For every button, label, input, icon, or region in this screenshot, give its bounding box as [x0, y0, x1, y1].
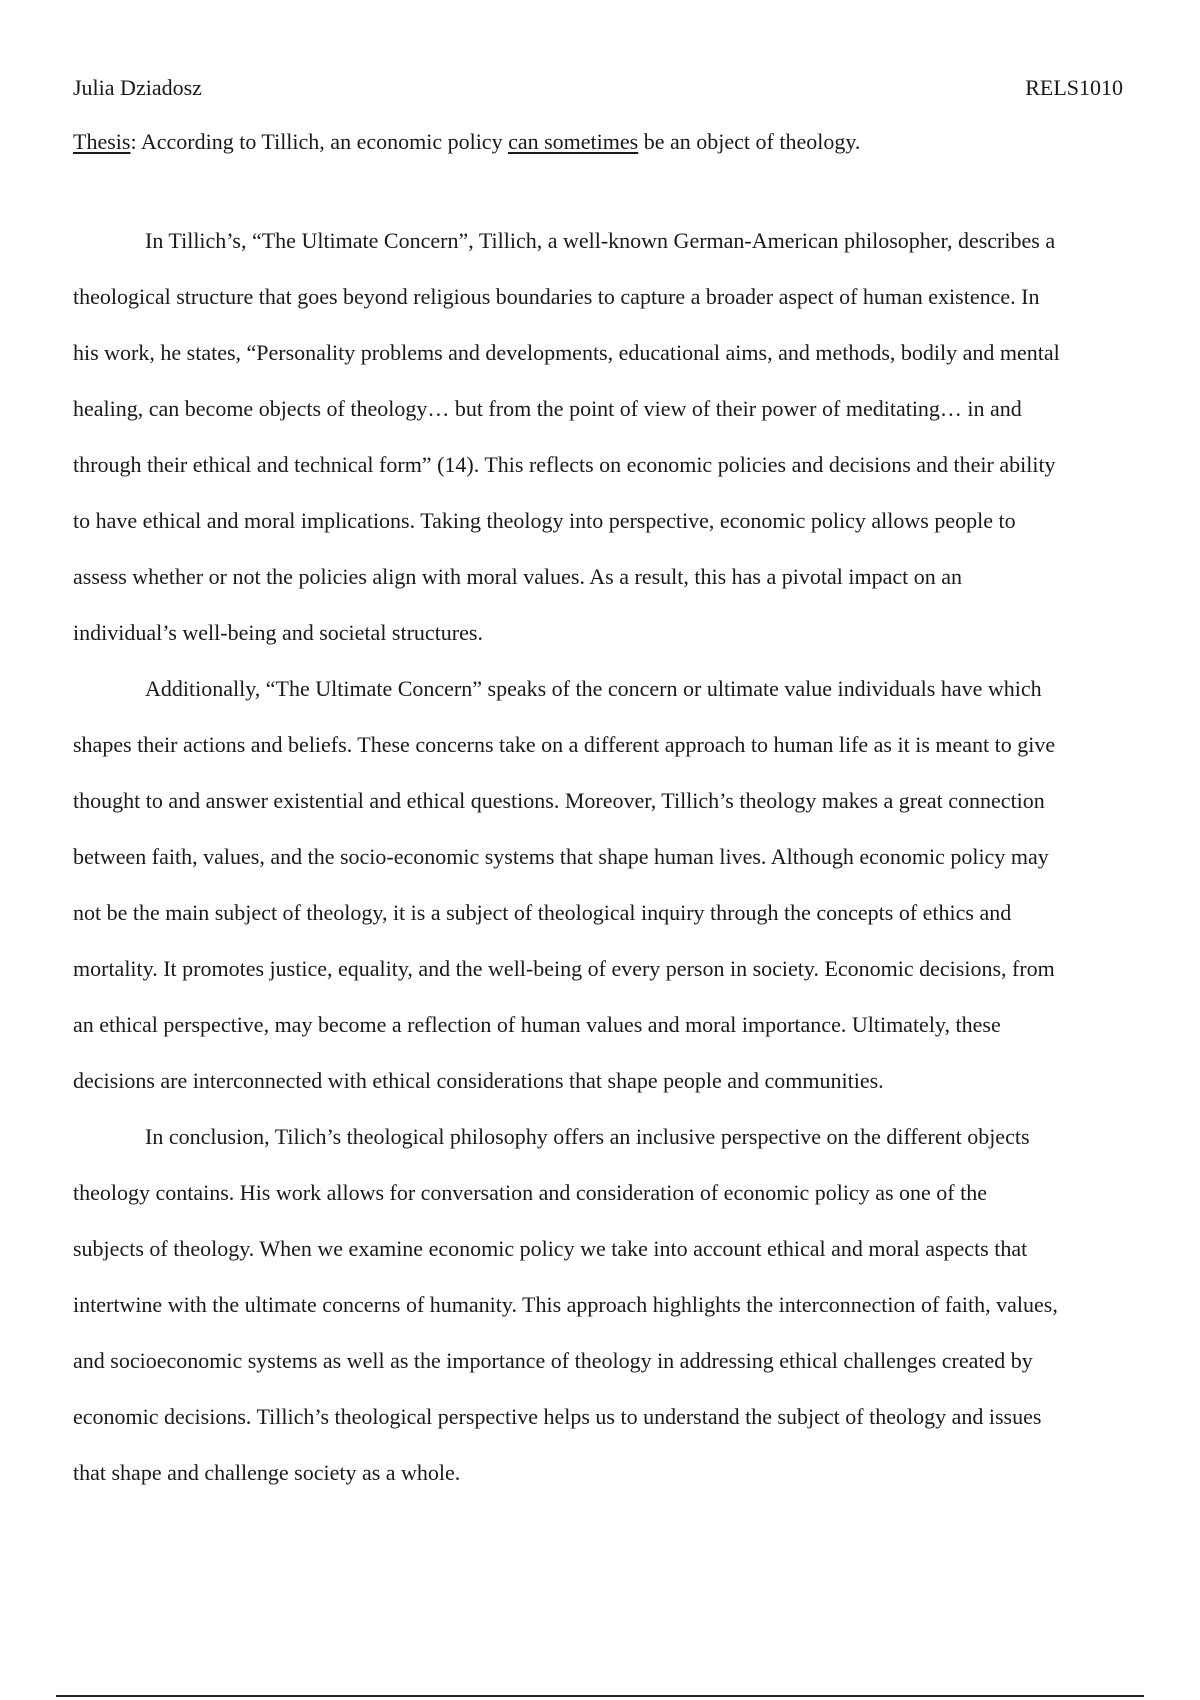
- essay-body: [73, 228, 1163, 1529]
- paragraph-3-line: intertwine with the ultimate concerns of humanity. This approach highlights the interconnection of faith, values,: [73, 1292, 1058, 1317]
- paragraph-2-line: Additionally, “The Ultimate Concern” speaks of the concern or ultimate value individuals have which: [145, 676, 1042, 701]
- thesis-statement: [73, 128, 1163, 156]
- paragraph-1-line: through their ethical and technical form” (14). This reflects on economic policies and decisions and their ability: [73, 452, 1056, 477]
- paragraph-1-line: individual’s well-being and societal structures.: [73, 620, 483, 645]
- paragraph-2-line: thought to and answer existential and ethical questions. Moreover, Tillich’s theology makes a great connection: [73, 788, 1045, 813]
- paragraph-1-line: theological structure that goes beyond religious boundaries to capture a broader aspect of human existence. In: [73, 284, 1040, 309]
- paragraph-1-line: In Tillich’s, “The Ultimate Concern”, Tillich, a well-known German-American philosopher, describes a: [145, 228, 1056, 253]
- thesis-text-after: be an object of theology.: [638, 129, 861, 154]
- paragraph-3-line: economic decisions. Tillich’s theological perspective helps us to understand the subject of theology and issues: [73, 1404, 1042, 1429]
- paragraph-3-line: theology contains. His work allows for conversation and consideration of economic policy as one of the: [73, 1180, 987, 1205]
- author-name: Julia Dziadosz: [73, 75, 202, 100]
- paragraph-2-line: mortality. It promotes justice, equality, and the well-being of every person in society. Economic decisions, from: [73, 956, 1055, 981]
- paragraph-3-line: In conclusion, Tilich’s theological philosophy offers an inclusive perspective on the different objects: [145, 1124, 1030, 1149]
- paragraph-1-line: his work, he states, “Personality problems and developments, educational aims, and methods, bodily and mental: [73, 340, 1060, 365]
- thesis-emphasis: can sometimes: [508, 129, 639, 154]
- course-code: RELS1010: [1025, 75, 1123, 100]
- paragraph-1-line: to have ethical and moral implications. Taking theology into perspective, economic policy allows people to: [73, 508, 1016, 533]
- paragraph-3-line: that shape and challenge society as a whole.: [73, 1460, 461, 1485]
- paragraph-2-line: not be the main subject of theology, it is a subject of theological inquiry through the concepts of ethics and: [73, 900, 1012, 925]
- page-bottom-divider: [56, 1695, 1144, 1697]
- paragraph-2-line: between faith, values, and the socio-economic systems that shape human lives. Although economic policy may: [73, 844, 1049, 869]
- thesis-text-before: : According to Tillich, an economic policy: [130, 129, 509, 154]
- paragraph-2-line: decisions are interconnected with ethical considerations that shape people and communities.: [73, 1068, 884, 1093]
- paragraph-1-line: assess whether or not the policies align with moral values. As a result, this has a pivotal impact on an: [73, 564, 962, 589]
- paragraph-1-line: healing, can become objects of theology… but from the point of view of their power of meditating… in and: [73, 396, 1022, 421]
- paragraph-2-line: shapes their actions and beliefs. These concerns take on a different approach to human life as it is meant to give: [73, 732, 1056, 757]
- paragraph-2-line: an ethical perspective, may become a reflection of human values and moral importance. Ultimately, these: [73, 1012, 1001, 1037]
- thesis-label: Thesis: [73, 129, 131, 154]
- paragraph-3-line: subjects of theology. When we examine economic policy we take into account ethical and moral aspects that: [73, 1236, 1028, 1261]
- paragraph-3-line: and socioeconomic systems as well as the importance of theology in addressing ethical challenges created by: [73, 1348, 1033, 1373]
